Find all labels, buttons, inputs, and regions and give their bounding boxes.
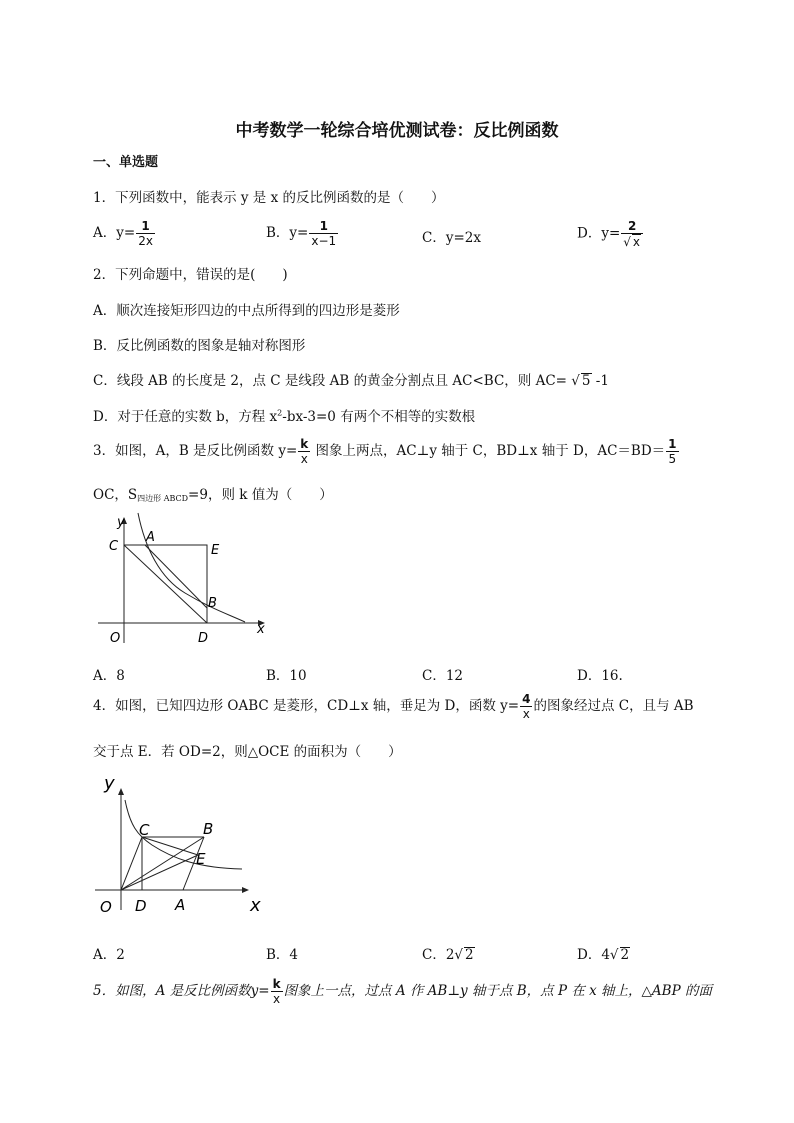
question-5-stem <box>93 977 712 1006</box>
option-d-text: D．4 <box>577 947 610 963</box>
denominator: x−1 <box>311 234 337 248</box>
denominator: 2x <box>138 234 153 248</box>
stem-end: 图象上一点，过点 A 作 AB⊥y 轴于点 B，点 P 在 x 轴上，△ABP 的面 <box>283 983 712 999</box>
label-A: A <box>146 530 155 545</box>
label-B: B <box>203 820 214 838</box>
question-4-figure <box>92 770 272 920</box>
question-3-figure <box>90 508 290 653</box>
question-1-option-c: C．y=2x <box>422 230 481 246</box>
denominator: x <box>522 707 530 721</box>
label-C: C <box>109 539 119 554</box>
label-C: C <box>139 821 150 839</box>
radical-sign: √ <box>571 373 580 389</box>
radical-sign: √ <box>609 947 619 963</box>
label-E: E <box>211 543 220 558</box>
question-1-option-d <box>577 219 644 249</box>
stem-middle: 图象上两点，AC⊥y 轴于 C，BD⊥x 轴于 D，AC＝BD＝ <box>311 443 666 459</box>
radicand: 2 <box>465 947 474 963</box>
stem-start: 5．如图，A 是反比例函数y= <box>93 983 270 999</box>
fraction-k-over-x <box>271 977 283 1006</box>
label-E: E <box>196 850 206 868</box>
question-4-stem <box>93 692 694 721</box>
radical-sign: √ <box>623 235 631 249</box>
radicand: x <box>632 235 641 249</box>
radicand: 5 <box>581 373 591 389</box>
label-A: A <box>175 896 186 914</box>
numerator: 1 <box>136 219 155 234</box>
denominator: 5 <box>668 452 677 466</box>
question-2-option-a: A．顺次连接矩形四边的中点所得到的四边形是菱形 <box>93 303 400 319</box>
fraction <box>136 219 155 248</box>
denominator: x <box>273 992 281 1006</box>
question-2-stem: 2．下列命题中，错误的是( ) <box>93 267 288 283</box>
question-3-stem <box>93 437 680 466</box>
fraction <box>621 219 643 249</box>
question-4-option-d <box>577 943 630 963</box>
page-title: 中考数学一轮综合培优测试卷：反比例函数 <box>235 121 559 141</box>
fraction <box>309 219 338 248</box>
segment-AB <box>145 545 207 608</box>
denominator: x <box>300 452 308 466</box>
stem-start: OC，S <box>93 487 138 503</box>
x-axis-arrow <box>242 887 249 893</box>
question-3-option-d: D．16. <box>577 668 623 684</box>
label-y: y <box>117 515 125 530</box>
option-d-tail: -bx-3=0 有两个不相等的实数根 <box>282 409 476 425</box>
label-y: y <box>104 773 115 794</box>
numerator: 2 <box>621 219 643 234</box>
question-1-option-b <box>266 219 339 248</box>
fraction-one-fifth <box>666 437 678 466</box>
numerator: k <box>300 437 309 451</box>
radical-sign: √ <box>454 947 464 963</box>
numerator: 4 <box>522 692 531 706</box>
numerator: 1 <box>309 219 338 234</box>
label-O: O <box>100 898 112 916</box>
stem-start: 4．如图，已知四边形 OABC 是菱形，CD⊥x 轴，垂足为 D，函数 y= <box>93 698 520 714</box>
option-c-text: C．线段 AB 的长度是 2，点 C 是线段 AB 的黄金分割点且 AC<BC，则 AC= <box>93 373 567 389</box>
question-4-option-b: B．4 <box>266 947 299 963</box>
question-2-option-d <box>93 405 475 425</box>
question-3-option-c: C．12 <box>422 668 464 684</box>
question-4-option-c <box>422 943 475 963</box>
subscript: 四边形 ABCD <box>137 494 189 503</box>
question-3-option-b: B．10 <box>266 668 307 684</box>
option-d-text: D．对于任意的实数 b，方程 x <box>93 409 278 425</box>
fraction-k-over-x <box>298 437 310 466</box>
radicand: 2 <box>620 947 630 963</box>
stem-start: 3．如图，A，B 是反比例函数 y= <box>93 443 298 459</box>
question-2-option-c <box>93 369 609 389</box>
question-2-option-b: B．反比例函数的图象是轴对称图形 <box>93 338 306 354</box>
question-3-option-a: A．8 <box>93 668 125 684</box>
question-3-stem-line-2 <box>93 483 333 504</box>
exponent: 2 <box>277 408 283 418</box>
label-B: B <box>208 596 217 611</box>
label-D: D <box>198 631 209 646</box>
denominator <box>621 234 643 249</box>
stem-end: 的图象经过点 C，且与 AB <box>533 698 694 714</box>
label-O: O <box>110 631 121 646</box>
question-1-stem: 1．下列函数中，能表示 y 是 x 的反比例函数的是（ ） <box>93 190 445 206</box>
label-x: x <box>257 622 265 637</box>
diagonal-OB <box>121 837 204 890</box>
option-c-text: C．2 <box>422 947 455 963</box>
option-b-label: B．y= <box>266 225 309 241</box>
option-a-label: A．y= <box>93 225 136 241</box>
label-D: D <box>135 897 147 915</box>
y-axis-arrow <box>118 788 124 795</box>
option-c-tail: -1 <box>591 373 609 389</box>
numerator: k <box>272 977 281 991</box>
stem-end: =9，则 k 值为（ ） <box>188 487 333 503</box>
numerator: 1 <box>668 437 677 451</box>
question-1-option-a <box>93 219 156 248</box>
question-4-stem-line-2: 交于点 E．若 OD=2，则△OCE 的面积为（ ） <box>93 744 402 760</box>
option-d-label: D．y= <box>577 225 621 242</box>
label-x: x <box>250 895 261 916</box>
fraction-4-over-x <box>520 692 532 721</box>
question-4-option-a: A．2 <box>93 947 125 963</box>
section-heading: 一、单选题 <box>93 155 159 170</box>
segment-CD <box>124 545 207 623</box>
